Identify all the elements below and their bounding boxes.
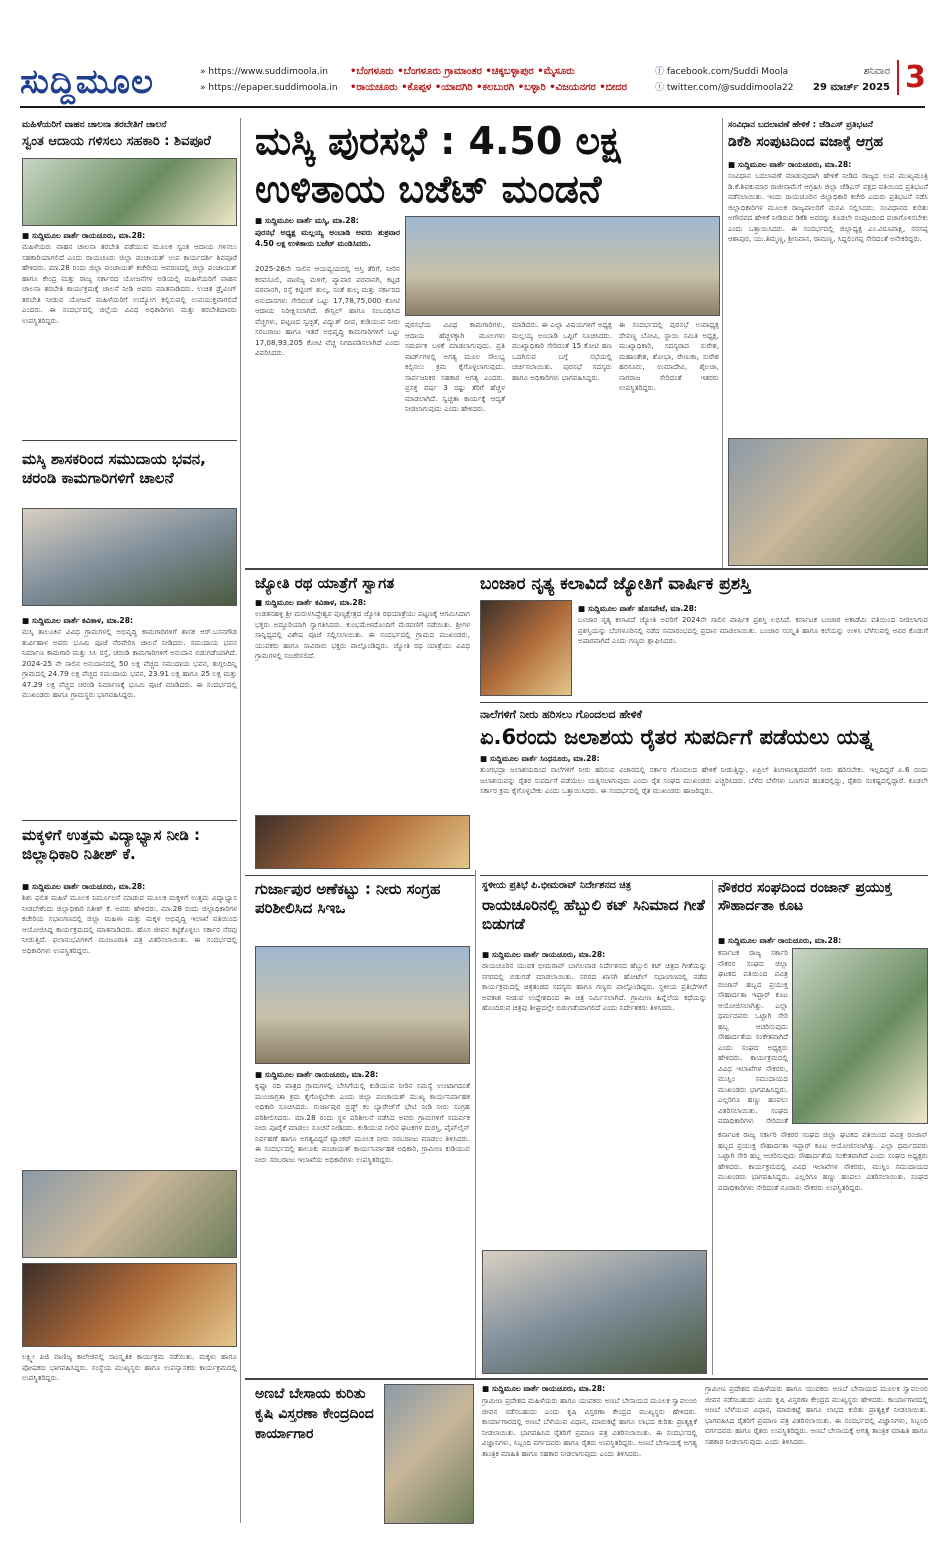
divider <box>245 568 928 570</box>
story1-kicker: ಮಹಿಳೆಯರಿಗೆ ವಾಹನ ಚಾಲನಾ ತರಬೇತಿಗೆ ಚಾಲನೆ <box>22 120 167 130</box>
dateline <box>810 64 890 96</box>
gurjapur-headline: ಗುರ್ಜಾಪುರ ಅಣೆಕಟ್ಟು : ನೀರು ಸಂಗ್ರಹ ಪರಿಶೀಲಿಸಿದ ಸಿಇಒ <box>255 880 441 917</box>
story3-byline: ■ ಸುದ್ದಿಮೂಲ ವಾರ್ತೆ ರಾಯಚೂರು, ಮಾ.28: <box>22 882 146 891</box>
ranjan-body-narrow: ಕರ್ನಾಟಕ ರಾಜ್ಯ ಸರ್ಕಾರಿ ನೌಕರರ ಸಂಘದ ಜಿಲ್ಲಾ ಘಟಕದ ವತಿಯಿಂದ ಪವಿತ್ರ ರಂಜಾನ್ ಹಬ್ಬದ ಪ್ರಯುಕ್ತ ಸೌಹಾರ್ದತಾ ಇಫ್ತಾರ್ ಕೂಟ ಆಯೋಜಿಸಲಾಗಿತ್ತು. ಎಲ್ಲಾ ಧರ್ಮದವರು ಒಟ್ಟಾಗಿ ಸೇರಿ ಹಬ್ಬ ಆಚರಿಸುವುದು ಸೌಹಾರ್ದತೆಯ ಸಂಕೇತವಾಗಿದೆ ಎಂದು ಸಂಘದ ಅಧ್ಯಕ್ಷರು ಹೇಳಿದರು. ಕಾರ್ಯಕ್ರಮದಲ್ಲಿ ವಿವಿಧ ಇಲಾಖೆಗಳ ನೌಕರರು, ಮುಸ್ಲಿಂ ಸಮುದಾಯದ ಮುಖಂಡರು ಭಾಗವಹಿಸಿದ್ದರು. ಎಲ್ಲರಿಗೂ ಹಣ್ಣು ಹಂಪಲು ವಿತರಿಸಲಾಯಿತು. ಸಂಘದ ಪದಾಧಿಕಾರಿಗಳು ಸೇರಿದಂತೆ <box>718 948 788 1124</box>
newspaper-logo: ಸುದ್ದಿಮೂಲ <box>20 62 154 102</box>
twitter-icon: ⓣ <box>655 83 667 93</box>
story2-headline: ಮಸ್ಕಿ ಶಾಸಕರಿಂದ ಸಮುದಾಯ ಭವನ, ಚರಂಡಿ ಕಾಮಗಾರಿಗಳಿಗೆ ಚಾಲನೆ <box>22 450 206 487</box>
film-body: ರಾಯಚೂರಿನ ಯುವಕ ಭೀಮರಾವ್ ಬಾಗಲವಾಡ ನಿರ್ದೇಶನದ ಹೆಬ್ಬುಲಿ ಕಟ್ ಚಿತ್ರದ ಗೀತೆಯನ್ನು ನಗರದಲ್ಲಿ ಬಿಡುಗಡೆ ಮಾಡಲಾಯಿತು. ನಗರದ ಖಾಸಗಿ ಹೋಟೆಲ್ ಸಭಾಂಗಣದಲ್ಲಿ ನಡೆದ ಕಾರ್ಯಕ್ರಮದಲ್ಲಿ ಚಿತ್ರತಂಡದ ಸದಸ್ಯರು ಹಾಗೂ ಗಣ್ಯರು ಪಾಲ್ಗೊಂಡಿದ್ದರು. ಸ್ಥಳೀಯ ಪ್ರತಿಭೆಗಳಿಗೆ ಅವಕಾಶ ನೀಡುವ ಉದ್ದೇಶದಿಂದ ಈ ಚಿತ್ರ ನಿರ್ಮಿಸಲಾಗಿದೆ. ಗ್ರಾಮೀಣ ಹಿನ್ನೆಲೆಯ ಕಥೆಯನ್ನು ಹೊಂದಿರುವ ಚಿತ್ರವು ಶೀಘ್ರದಲ್ಲೇ ಬಿಡುಗಡೆಯಾಗಲಿದೆ ಎಂದು ನಿರ್ದೇಶಕರು ತಿಳಿಸಿದರು. <box>482 961 707 1012</box>
jyothi-body: ಉಡತನಹಳ್ಳಿ ಶ್ರೀ ಮರುಳಸಿದ್ಧೇಶ್ವರ ಪುಣ್ಯಕ್ಷೇತ್ರದ ಜ್ಯೋತಿ ರಥಯಾತ್ರೆಯು ಪಟ್ಟಣಕ್ಕೆ ಆಗಮಿಸಿದಾಗ ಭಕ್ತರು ಅದ್ಧೂರಿಯಾಗಿ ಸ್ವಾಗತಿಸಿದರು. ಕುಂಭಮೇಳದೊಂದಿಗೆ ಮೆರವಣಿಗೆ ನಡೆಯಿತು. ಶ್ರೀಗಳ ಸಾನ್ನಿಧ್ಯದಲ್ಲಿ ವಿಶೇಷ ಪೂಜೆ ಸಲ್ಲಿಸಲಾಯಿತು. ಈ ಸಂದರ್ಭದಲ್ಲಿ ಗ್ರಾಮದ ಮುಖಂಡರು, ಯುವಕರು ಹಾಗೂ ಸಾವಿರಾರು ಭಕ್ತರು ಪಾಲ್ಗೊಂಡಿದ್ದರು. ಜ್ಯೋತಿ ರಥ ಯಾತ್ರೆಯು ವಿವಿಧ ಗ್ರಾಮಗಳಲ್ಲಿ ಸಂಚರಿಸಲಿದೆ. <box>255 609 470 660</box>
right-photo <box>728 438 928 566</box>
lead-body-col2: ಪುರಸಭೆಯ ವಿವಿಧ ಕಾಮಗಾರಿಗಳು, ಆದಾಯ ಹೆಚ್ಚಳಕ್ಕಾಗಿ ಮೂಲಗಳು ಸಮರ್ಪಕ ಬಳಕೆ ಮಾಡಲಾಗುವುದು. ಪ್ರತಿ ವಾರ್ಡ್‌ಗಳಲ್ಲಿ ಅಗತ್ಯ ಮೂಲ ಸೌಲಭ್ಯ ಕಲ್ಪಿಸಲು ಕ್ರಮ ಕೈಗೊಳ್ಳಲಾಗುವುದು. ಸಾರ್ವಜನಿಕರ ಸಹಕಾರ ಅಗತ್ಯ ಎಂದರು. ಪ್ರಸಕ್ತ ವರ್ಷ 3 ರಷ್ಟು ತೆರಿಗೆ ಹೆಚ್ಚಳ ಮಾಡಲಾಗಿದೆ. ಸ್ವಚ್ಛತಾ ಕಾರ್ಯಕ್ಕೆ ಆದ್ಯತೆ ನೀಡಲಾಗುವುದು ಎಂದು ಹೇಳಿದರು. <box>405 320 505 413</box>
gurjapur-body: ಕೃಷ್ಣಾ ನದಿ ಪಾತ್ರದ ಗ್ರಾಮಗಳಲ್ಲಿ ಬೇಸಿಗೆಯಲ್ಲಿ ಕುಡಿಯುವ ನೀರಿನ ಸಮಸ್ಯೆ ಉಂಟಾಗದಂತೆ ಮುಂಜಾಗ್ರತಾ ಕ್ರಮ ಕೈಗೊಳ್ಳಬೇಕು ಎಂದು ಜಿಲ್ಲಾ ಪಂಚಾಯತ್ ಮುಖ್ಯ ಕಾರ್ಯನಿರ್ವಾಹಕ ಅಧಿಕಾರಿ ಸೂಚಿಸಿದರು. ಗುರ್ಜಾಪುರ ಬ್ರಿಡ್ಜ್ ಕಂ ಬ್ಯಾರೇಜ್‌ಗೆ ಭೇಟಿ ನೀಡಿ ನೀರು ಸಂಗ್ರಹ ಪರಿಶೀಲಿಸಿದರು. ಮಾ.28 ರಂದು ಸ್ಥಳ ಪರಿಶೀಲನೆ ನಡೆಸಿದ ಅವರು ಗ್ರಾಮಗಳಿಗೆ ಸಮರ್ಪಕ ನೀರು ಪೂರೈಕೆ ಮಾಡಲು ಸೂಚನೆ ನೀಡಿದರು. ಕುಡಿಯುವ ನೀರಿನ ಘಟಕಗಳ ದುರಸ್ತಿ, ಪೈಪ್‌ಲೈನ್ ನಿರ್ವಹಣೆ ಹಾಗೂ ಅಗತ್ಯವಿದ್ದರೆ ಟ್ಯಾಂಕರ್ ಮೂಲಕ ನೀರು ಸರಬರಾಜು ಮಾಡಲು ತಿಳಿಸಿದರು. ಈ ಸಂದರ್ಭದಲ್ಲಿ ತಾಲೂಕು ಪಂಚಾಯತ್ ಕಾರ್ಯನಿರ್ವಾಹಕ ಅಧಿಕಾರಿ, ಗ್ರಾಮೀಣ ಕುಡಿಯುವ ನೀರು ಸರಬರಾಜು ಇಲಾಖೆಯ ಅಧಿಕಾರಿಗಳು ಉಪಸ್ಥಿತರಿದ್ದರು. <box>255 1081 470 1164</box>
divider <box>245 1378 928 1380</box>
editions-line-2: •ರಾಯಚೂರು •ಕೊಪ್ಪಳ •ಯಾದಗಿರಿ •ಕಲಬುರಗಿ •ಬಳ್ಳಾರಿ •ವಿಜಯನಗರ •ಬೀದರ <box>350 82 627 93</box>
divider <box>22 820 237 821</box>
column-rule <box>240 118 241 1523</box>
story2-photo <box>22 508 237 606</box>
lead-intro: ಪುರಸಭೆ ಅಧ್ಯಕ್ಷ ಮಲ್ಲಯ್ಯ ಅಂಬಾಡಿ ಅವರು ಶುಕ್ರವಾರ 4.50 ಲಕ್ಷ ಉಳಿತಾಯ ಬಜೆಟ್ ಮಂಡಿಸಿದರು. <box>255 228 400 248</box>
ranjan-photo <box>792 948 928 1124</box>
twitter-link[interactable]: twitter.com/@suddimoola22 <box>666 83 794 93</box>
story1-byline: ■ ಸುದ್ದಿಮೂಲ ವಾರ್ತೆ ರಾಯಚೂರು, ಮಾ.28: <box>22 231 146 240</box>
lead-body-col3: ಮಾಡಿದರು. ಈ ಎಲ್ಲಾ ವಿಷಯಗಳಿಗೆ ಅಧ್ಯಕ್ಷ ಮಲ್ಲಯ್ಯ ಅಂಬಾಡಿ ಒಪ್ಪಿಗೆ ಸೂಚಿಸಿದರು. ಮುಖ್ಯಾಧಿಕಾರಿ ಸೇರಿದಂತೆ 15 ಕೋಟಿ ಹಣ ಒದಗಿಸುವ ಬಗ್ಗೆ ಸಭೆಯಲ್ಲಿ ಚರ್ಚಿಸಲಾಯಿತು. ಪುರಸಭೆ ಸದಸ್ಯರು ಹಾಗೂ ಅಧಿಕಾರಿಗಳು ಭಾಗವಹಿಸಿದ್ದರು. <box>512 320 612 382</box>
divider <box>480 702 928 703</box>
right-headline: ಡಿಕೆಶಿ ಸಂಪುಟದಿಂದ ವಜಾಕ್ಕೆ ಆಗ್ರಹ <box>728 134 884 150</box>
banjara-byline: ■ ಸುದ್ದಿಮೂಲ ವಾರ್ತೆ ಹೊಸಪೇಟೆ, ಮಾ.28: <box>578 604 697 613</box>
ranjan-byline: ■ ಸುದ್ದಿಮೂಲ ವಾರ್ತೆ ರಾಯಚೂರು, ಮಾ.28: <box>718 936 842 945</box>
lead-photo <box>405 216 720 316</box>
page-number: 3 <box>897 60 926 95</box>
social-links <box>655 64 793 96</box>
story1-body: ಮಹಿಳೆಯರು ವಾಹನ ಚಾಲನಾ ತರಬೇತಿ ಪಡೆಯುವ ಮೂಲಕ ಸ್ವಂತ ಆದಾಯ ಗಳಿಸಲು ಸಹಕಾರಿಯಾಗಲಿದೆ ಎಂದು ರಾಯಚೂರು ಜಿಲ್ಲಾ ಪಂಚಾಯತ್ ಉಪ ಕಾರ್ಯದರ್ಶಿ ಶಿವಪೂರೆ ಹೇಳಿದರು. ಮಾ.28 ರಂದು ಜಿಲ್ಲಾ ಪಂಚಾಯತ್ ಕಚೇರಿಯ ಆವರಣದಲ್ಲಿ ಜಿಲ್ಲಾ ಪಂಚಾಯತ್ ಹಾಗೂ ಕೇಂದ್ರ ಮತ್ತು ರಾಜ್ಯ ಸರ್ಕಾರದ ಯೋಜನೆಗಳ ಅಡಿಯಲ್ಲಿ ಮಹಿಳೆಯರಿಗೆ ವಾಹನ ಚಾಲನಾ ತರಬೇತಿ ಕಾರ್ಯಕ್ರಮಕ್ಕೆ ಚಾಲನೆ ನೀಡಿ ಅವರು ಮಾತನಾಡಿದರು. ಉಚಿತ ಡ್ರೈವಿಂಗ್ ತರಬೇತಿ ನೀಡುವ ಯೋಜನೆ ಮಹಿಳೆಯರಿಗೆ ಉದ್ಯೋಗ ಕಲ್ಪಿಸುವಲ್ಲಿ ಉಪಯುಕ್ತವಾಗಲಿದೆ ಎಂದರು. ಈ ಸಂದರ್ಭದಲ್ಲಿ ಜಿಲ್ಲೆಯ ವಿವಿಧ ಅಧಿಕಾರಿಗಳು ಮತ್ತು ತರಬೇತಿದಾರರು ಉಪಸ್ಥಿತರಿದ್ದರು. <box>22 242 237 325</box>
film-headline: ರಾಯಚೂರಿನಲ್ಲಿ ಹೆಬ್ಬುಲಿ ಕಟ್ ಸಿನಿಮಾದ ಗೀತೆ ಬಿಡುಗಡೆ <box>482 896 705 933</box>
story2-body: ಮಸ್ಕಿ ತಾಲೂಕಿನ ವಿವಿಧ ಗ್ರಾಮಗಳಲ್ಲಿ ಅಭಿವೃದ್ಧಿ ಕಾಮಗಾರಿಗಳಿಗೆ ಶಾಸಕ ಆರ್.ಬಸನಗೌಡ ತುರ್ವಿಹಾಳ ಅವರು ಭೂಮಿ ಪೂಜೆ ನೆರವೇರಿಸಿ ಚಾಲನೆ ನೀಡಿದರು. ಸಮುದಾಯ ಭವನ ನಿರ್ಮಾಣ ಕಾಮಗಾರಿ ಮತ್ತು ಸಿಸಿ ರಸ್ತೆ, ಚರಂಡಿ ಕಾಮಗಾರಿಗಳಿಗೆ ಅನುದಾನ ಬಿಡುಗಡೆಯಾಗಿದೆ. 2024-25 ನೇ ಸಾಲಿನ ಅನುದಾನದಲ್ಲಿ 50 ಲಕ್ಷ ವೆಚ್ಚದ ಸಮುದಾಯ ಭವನ, ತುಗ್ಗಲದಿನ್ನಿ ಗ್ರಾಮದಲ್ಲಿ 24.79 ಲಕ್ಷ ವೆಚ್ಚದ ಸಮುದಾಯ ಭವನ, 23.91 ಲಕ್ಷ ಹಾಗೂ 25 ಲಕ್ಷ ಮತ್ತು 47.29 ಲಕ್ಷ ವೆಚ್ಚದ ಚರಂಡಿ ನಿರ್ಮಾಣಕ್ಕೆ ಭೂಮಿ ಪೂಜೆ ಮಾಡಿದರು. ಈ ಸಂದರ್ಭದಲ್ಲಿ ಮುಖಂಡರು ಹಾಗೂ ಗ್ರಾಮಸ್ಥರು ಭಾಗವಹಿಸಿದ್ದರು. <box>22 627 237 699</box>
column-rule <box>712 880 713 1375</box>
film-byline: ■ ಸುದ್ದಿಮೂಲ ವಾರ್ತೆ ರಾಯಚೂರು, ಮಾ.28: <box>482 950 606 959</box>
column-rule <box>722 118 723 568</box>
website-links <box>200 64 338 96</box>
right-body: ಸಂವಿಧಾನ ಬದಲಾವಣೆ ಮಾಡುವುದಾಗಿ ಹೇಳಿಕೆ ನೀಡಿದ ರಾಜ್ಯದ ಉಪ ಮುಖ್ಯಮಂತ್ರಿ ಡಿ.ಕೆ.ಶಿವಕುಮಾರ ರಾಜೀನಾಮೆಗೆ ಆಗ್ರಹಿಸಿ ಜಿಲ್ಲಾ ಜೆಡಿಎಸ್ ಪಕ್ಷದ ವತಿಯಿಂದ ಪ್ರತಿಭಟನೆ ನಡೆಸಲಾಯಿತು. ಇಂದು ರಾಯಚೂರಿನ ಜಿಲ್ಲಾಧಿಕಾರಿ ಕಚೇರಿ ಎದುರು ಪ್ರತಿಭಟನೆ ನಡೆಸಿ ಜಿಲ್ಲಾಧಿಕಾರಿಗಳ ಮೂಲಕ ರಾಜ್ಯಪಾಲರಿಗೆ ಮನವಿ ಸಲ್ಲಿಸಿದರು. ಸಂವಿಧಾನದ ಕುರಿತು ಅಗೌರವದ ಹೇಳಿಕೆ ನೀಡಿರುವ ಡಿಕೆಶಿ ಅವರನ್ನು ಕೂಡಲೇ ಸಂಪುಟದಿಂದ ವಜಾಗೊಳಿಸಬೇಕು ಎಂದು ಒತ್ತಾಯಿಸಿದರು. ಈ ಸಂದರ್ಭದಲ್ಲಿ ಜಿಲ್ಲಾಧ್ಯಕ್ಷ ಎಂ.ವಿರೂಪಾಕ್ಷಿ, ನರಸಪ್ಪ ಆಶಾಪುರ, ಯು.ತಿಮ್ಮಣ್ಣ, ಶ್ರೀನಿವಾಸ, ರಾಮಣ್ಣ, ಸಿದ್ದಲಿಂಗಪ್ಪ ಸೇರಿದಂತೆ ಅನೇಕರಿದ್ದರು. <box>728 171 928 243</box>
bottom-headline: ಅಣಬೆ ಬೇಸಾಯ ಕುರಿತು ಕೃಷಿ ವಿಸ್ತರಣಾ ಕೇಂದ್ರದಿಂದ ಕಾರ್ಯಾಗಾರ <box>255 1386 374 1442</box>
film-photo <box>482 1250 707 1374</box>
bottom-body-col2: ಗ್ರಾಮೀಣ ಪ್ರದೇಶದ ಮಹಿಳೆಯರು ಹಾಗೂ ಯುವಕರು ಅಣಬೆ ಬೇಸಾಯದ ಮೂಲಕ ಸ್ವಾವಲಂಬಿ ಜೀವನ ನಡೆಸಬಹುದು ಎಂದು ಕೃಷಿ ವಿಸ್ತರಣಾ ಕೇಂದ್ರದ ಮುಖ್ಯಸ್ಥರು ಹೇಳಿದರು. ಕಾರ್ಯಾಗಾರದಲ್ಲಿ ಅಣಬೆ ಬೆಳೆಯುವ ವಿಧಾನ, ಮಾರುಕಟ್ಟೆ ಹಾಗೂ ಲಾಭದ ಕುರಿತು ಪ್ರಾತ್ಯಕ್ಷಿಕೆ ನೀಡಲಾಯಿತು. ಭಾಗವಹಿಸಿದ ರೈತರಿಗೆ ಪ್ರಮಾಣ ಪತ್ರ ವಿತರಿಸಲಾಯಿತು. ಈ ಸಂದರ್ಭದಲ್ಲಿ ವಿಜ್ಞಾನಿಗಳು, ಸಿಬ್ಬಂದಿ ವರ್ಗದವರು ಹಾಗೂ ರೈತರು ಉಪಸ್ಥಿತರಿದ್ದರು. ಅಣಬೆ ಬೇಸಾಯಕ್ಕೆ ಅಗತ್ಯ ತಾಂತ್ರಿಕ ಮಾಹಿತಿ ಹಾಗೂ ಸಹಕಾರ ನೀಡಲಾಗುವುದು ಎಂದು ತಿಳಿಸಿದರು. <box>705 1384 928 1446</box>
jyothi-byline: ■ ಸುದ್ದಿಮೂಲ ವಾರ್ತೆ ಕವಿತಾಳ, ಮಾ.28: <box>255 598 367 607</box>
story4-body: ಲಕ್ಷ್ಮೀ ಪಿಜಿ ವಾಣಿಜ್ಯ ಕಾಲೇಜಿನಲ್ಲಿ ಸಾಂಸ್ಕೃತಿಕ ಕಾರ್ಯಕ್ರಮ ನಡೆಯಿತು. ಮಕ್ಕಳು ಹಾಗೂ ಪೋಷಕರು ಭಾಗವಹಿಸಿದ್ದರು. ಸಂಸ್ಥೆಯ ಮುಖ್ಯಸ್ಥರು ಹಾಗೂ ಉಪನ್ಯಾಸಕರು ಕಾರ್ಯಕ್ರಮದಲ್ಲಿ ಉಪಸ್ಥಿತರಿದ್ದರು. <box>22 1352 237 1382</box>
lead-byline: ■ ಸುದ್ದಿಮೂಲ ವಾರ್ತೆ ಮಸ್ಕಿ, ಮಾ.28: <box>255 216 359 225</box>
ranjan-body: ಕರ್ನಾಟಕ ರಾಜ್ಯ ಸರ್ಕಾರಿ ನೌಕರರ ಸಂಘದ ಜಿಲ್ಲಾ ಘಟಕದ ವತಿಯಿಂದ ಪವಿತ್ರ ರಂಜಾನ್ ಹಬ್ಬದ ಪ್ರಯುಕ್ತ ಸೌಹಾರ್ದತಾ ಇಫ್ತಾರ್ ಕೂಟ ಆಯೋಜಿಸಲಾಗಿತ್ತು. ಎಲ್ಲಾ ಧರ್ಮದವರು ಒಟ್ಟಾಗಿ ಸೇರಿ ಹಬ್ಬ ಆಚರಿಸುವುದು ಸೌಹಾರ್ದತೆಯ ಸಂಕೇತವಾಗಿದೆ ಎಂದು ಸಂಘದ ಅಧ್ಯಕ್ಷರು ಹೇಳಿದರು. ಕಾರ್ಯಕ್ರಮದಲ್ಲಿ ವಿವಿಧ ಇಲಾಖೆಗಳ ನೌಕರರು, ಮುಸ್ಲಿಂ ಸಮುದಾಯದ ಮುಖಂಡರು ಭಾಗವಹಿಸಿದ್ದರು. ಎಲ್ಲರಿಗೂ ಹಣ್ಣು ಹಂಪಲು ವಿತರಿಸಲಾಯಿತು. ಸಂಘದ ಪದಾಧಿಕಾರಿಗಳು ಸೇರಿದಂತೆ ನೂರಾರು ನೌಕರರು ಉಪಸ್ಥಿತರಿದ್ದರು. <box>718 1130 928 1192</box>
water-headline: ಏ.6ರಂದು ಜಲಾಶಯ ರೈತರ ಸುಪರ್ದಿಗೆ ಪಡೆಯಲು ಯತ್ನ <box>480 725 874 749</box>
bottom-byline: ■ ಸುದ್ದಿಮೂಲ ವಾರ್ತೆ ರಾಯಚೂರು, ಮಾ.28: <box>482 1384 606 1393</box>
epaper-url[interactable]: » https://epaper.suddimoola.in <box>200 83 338 93</box>
story3-photo-2 <box>22 1263 237 1347</box>
editions-list <box>350 64 627 96</box>
right-kicker: ಸಂವಿಧಾನ ಬದಲಾವಣೆ ಹೇಳಿಕೆ : ಜೆಡಿಎಸ್ ಪ್ರತಿಭಟನೆ <box>728 120 873 130</box>
issue-date: 29 ಮಾರ್ಚ್ 2025 <box>812 82 890 93</box>
lead-body-col1: 2025-26ನೇ ಸಾಲಿನ ಆಯವ್ಯಯದಲ್ಲಿ ಆಸ್ತಿ ತೆರಿಗೆ, ನೀರಿನ ಕರವಸೂಲಿ, ವಾಣಿಜ್ಯ ಮಳಿಗೆ, ವ್ಯಾಪಾರ ಪರವಾನಗಿ, ಕಟ್ಟಡ ಪರವಾನಗಿ, ರಸ್ತೆ ಕಟ್ಟಿಂಗ್ ಶುಲ್ಕ, ಸಂತೆ ಶುಲ್ಕ ಮತ್ತು ಸರ್ಕಾರದ ಅನುದಾನಗಳು ಸೇರಿದಂತೆ ಒಟ್ಟು 17,78,75,000 ಕೋಟಿ ಆದಾಯ ನಿರೀಕ್ಷಿಸಲಾಗಿದೆ. ಕೌನ್ಸಿಲ್ ಹಾಗೂ ಸಂಬಂಧಿಸಿದ ವೆಚ್ಚಗಳು, ಪಟ್ಟಣದ ಸ್ವಚ್ಛತೆ, ವಿದ್ಯುತ್ ದೀಪ, ಕುಡಿಯುವ ನೀರು ಸರಬರಾಜು ಹಾಗೂ ಇತರೆ ಅಭಿವೃದ್ಧಿ ಕಾಮಗಾರಿಗಳಿಗೆ ಒಟ್ಟು 17,08,93,205 ಕೋಟಿ ವೆಚ್ಚ ನಿಗದಿಪಡಿಸಲಾಗಿದೆ ಎಂದು ವಿವರಿಸಿದರು. <box>255 264 400 357</box>
facebook-icon: ⓕ <box>655 67 667 77</box>
story2-byline: ■ ಸುದ್ದಿಮೂಲ ವಾರ್ತೆ ಕವಿತಾಳ, ಮಾ.28: <box>22 616 134 625</box>
divider <box>22 440 237 441</box>
story1-headline: ಸ್ವಂತ ಆದಾಯ ಗಳಿಸಲು ಸಹಕಾರಿ : ಶಿವಪೂರೆ <box>22 134 211 149</box>
jyothi-headline: ಜ್ಯೋತಿ ರಥ ಯಾತ್ರೆಗೆ ಸ್ವಾಗತ <box>255 574 395 592</box>
story3-headline: ಮಕ್ಕಳಿಗೆ ಉತ್ತಮ ವಿದ್ಯಾಭ್ಯಾಸ ನೀಡಿ : ಜಿಲ್ಲಾಧಿಕಾರಿ ನಿತೀಶ್ ಕೆ. <box>22 826 201 863</box>
story3-photo-1 <box>22 1170 237 1258</box>
water-body: ತುಂಗಭದ್ರಾ ಜಲಾಶಯದಿಂದ ನಾಲೆಗಳಿಗೆ ನೀರು ಹರಿಸುವ ವಿಚಾರದಲ್ಲಿ ಸರ್ಕಾರ ಗೊಂದಲದ ಹೇಳಿಕೆ ನೀಡುತ್ತಿದ್ದು, ಏಪ್ರಿಲ್ ತಿಂಗಳಾಂತ್ಯದವರೆಗೆ ನೀರು ಹರಿಸಬೇಕು. ಇಲ್ಲದಿದ್ದರೆ ಏ.6 ರಂದು ಜಲಾಶಯವನ್ನು ರೈತರ ಸುಪರ್ದಿಗೆ ಪಡೆಯಲು ಯತ್ನಿಸಲಾಗುವುದು ಎಂದು ರೈತ ಸಂಘದ ಮುಖಂಡರು ಎಚ್ಚರಿಸಿದರು. ಬೆಳೆದ ಬೆಳೆಗಳು ಒಣಗುವ ಹಂತದಲ್ಲಿದ್ದು, ರೈತರು ಸಂಕಷ್ಟದಲ್ಲಿದ್ದಾರೆ. ಕೂಡಲೇ ಸರ್ಕಾರ ಕ್ರಮ ಕೈಗೊಳ್ಳಬೇಕು ಎಂದು ಒತ್ತಾಯಿಸಿದರು. ಈ ಸಂದರ್ಭದಲ್ಲಿ ರೈತ ಮುಖಂಡರು ಹಾಜರಿದ್ದರು. <box>480 765 928 795</box>
lead-body-col4: ಈ ಸಂದರ್ಭದಲ್ಲಿ ಪುರಸಭೆ ಉಪಾಧ್ಯಕ್ಷ ದೇವಣ್ಣ ಬೋವಿ, ಸ್ಥಾಯಿ ಸಮಿತಿ ಅಧ್ಯಕ್ಷ, ಮುಖ್ಯಾಧಿಕಾರಿ, ಸದಸ್ಯರಾದ ಸುರೇಶ, ಮಹಾಂತೇಶ, ಶೋಭಾ, ರೇಣುಕಾ, ಸುರೇಶ ಹರಸೂರು, ಉಮಾದೇವಿ, ಶೈಲಜಾ, ನಾಗರಾಜ ಸೇರಿದಂತೆ ಇತರರು ಉಪಸ್ಥಿತರಿದ್ದರು. <box>619 320 719 392</box>
jyothi-photo <box>255 815 470 869</box>
gurjapur-byline: ■ ಸುದ್ದಿಮೂಲ ವಾರ್ತೆ ರಾಯಚೂರು, ಮಾ.28: <box>255 1070 379 1079</box>
banjara-headline: ಬಂಜಾರ ನೃತ್ಯ ಕಲಾವಿದೆ ಜ್ಯೋತಿಗೆ ವಾರ್ಷಿಕ ಪ್ರಶಸ್ತಿ <box>480 574 751 594</box>
right-byline: ■ ಸುದ್ದಿಮೂಲ ವಾರ್ತೆ ರಾಯಚೂರು, ಮಾ.28: <box>728 160 852 169</box>
gurjapur-photo <box>255 946 470 1064</box>
bottom-body-col1: ಗ್ರಾಮೀಣ ಪ್ರದೇಶದ ಮಹಿಳೆಯರು ಹಾಗೂ ಯುವಕರು ಅಣಬೆ ಬೇಸಾಯದ ಮೂಲಕ ಸ್ವಾವಲಂಬಿ ಜೀವನ ನಡೆಸಬಹುದು ಎಂದು ಕೃಷಿ ವಿಸ್ತರಣಾ ಕೇಂದ್ರದ ಮುಖ್ಯಸ್ಥರು ಹೇಳಿದರು. ಕಾರ್ಯಾಗಾರದಲ್ಲಿ ಅಣಬೆ ಬೆಳೆಯುವ ವಿಧಾನ, ಮಾರುಕಟ್ಟೆ ಹಾಗೂ ಲಾಭದ ಕುರಿತು ಪ್ರಾತ್ಯಕ್ಷಿಕೆ ನೀಡಲಾಯಿತು. ಭಾಗವಹಿಸಿದ ರೈತರಿಗೆ ಪ್ರಮಾಣ ಪತ್ರ ವಿತರಿಸಲಾಯಿತು. ಈ ಸಂದರ್ಭದಲ್ಲಿ ವಿಜ್ಞಾನಿಗಳು, ಸಿಬ್ಬಂದಿ ವರ್ಗದವರು ಹಾಗೂ ರೈತರು ಉಪಸ್ಥಿತರಿದ್ದರು. ಅಣಬೆ ಬೇಸಾಯಕ್ಕೆ ಅಗತ್ಯ ತಾಂತ್ರಿಕ ಮಾಹಿತಿ ಹಾಗೂ ಸಹಕಾರ ನೀಡಲಾಗುವುದು ಎಂದು ತಿಳಿಸಿದರು. <box>482 1396 697 1458</box>
weekday: ಶನಿವಾರ <box>863 66 890 77</box>
water-byline: ■ ಸುದ್ದಿಮೂಲ ವಾರ್ತೆ ಸಿಂಧನೂರು, ಮಾ.28: <box>480 754 600 763</box>
website-url[interactable]: » https://www.suddimoola.in <box>200 67 328 77</box>
story1-photo <box>22 158 237 226</box>
divider <box>245 875 475 876</box>
masthead <box>20 60 925 108</box>
water-kicker: ನಾಲೆಗಳಿಗೆ ನೀರು ಹರಿಸಲು ಗೊಂದಲದ ಹೇಳಿಕೆ <box>480 708 642 721</box>
facebook-link[interactable]: facebook.com/Suddi Moola <box>666 67 789 77</box>
lead-headline-line1: ಮಸ್ಕಿ ಪುರಸಭೆ : 4.50 ಲಕ್ಷ <box>255 119 621 163</box>
ranjan-headline: ನೌಕರರ ಸಂಘದಿಂದ ರಂಜಾನ್ ಪ್ರಯುಕ್ತ ಸೌಹಾರ್ದತಾ ಕೂಟ <box>718 880 892 914</box>
column-rule <box>475 870 476 1378</box>
banjara-body: ಬಂಜಾರ ನೃತ್ಯ ಕಲಾವಿದೆ ಜ್ಯೋತಿ ಅವರಿಗೆ 2024ನೇ ಸಾಲಿನ ವಾರ್ಷಿಕ ಪ್ರಶಸ್ತಿ ಲಭಿಸಿದೆ. ಕರ್ನಾಟಕ ಬಂಜಾರ ಅಕಾಡೆಮಿ ವತಿಯಿಂದ ನೀಡಲಾಗುವ ಪ್ರಶಸ್ತಿಯನ್ನು ಬೆಂಗಳೂರಿನಲ್ಲಿ ನಡೆದ ಸಮಾರಂಭದಲ್ಲಿ ಪ್ರದಾನ ಮಾಡಲಾಯಿತು. ಬಂಜಾರ ಸಂಸ್ಕೃತಿ ಹಾಗೂ ಕಲೆಯನ್ನು ಉಳಿಸಿ ಬೆಳೆಸುವಲ್ಲಿ ಅವರ ಕೊಡುಗೆ ಅಪಾರವಾಗಿದೆ ಎಂದು ಗಣ್ಯರು ಶ್ಲಾಘಿಸಿದರು. <box>578 615 928 645</box>
divider <box>480 875 928 876</box>
story3-body: ಶಿಶು ಫಲಿತ ಮಹಿಳೆ ಮೂಲಕ ನಿರ್ಮೂಲನೆ ಮಾಡುವ ಮೂಲಕ ಮಕ್ಕಳಿಗೆ ಉತ್ತಮ ವಿದ್ಯಾಭ್ಯಾಸ ನೀಡಬೇಕೆಂದು ಜಿಲ್ಲಾಧಿಕಾರಿ ನಿತೀಶ್ ಕೆ. ಅವರು ಹೇಳಿದರು. ಮಾ.28 ರಂದು ಜಿಲ್ಲಾಧಿಕಾರಿಗಳ ಕಚೇರಿಯ ಸಭಾಂಗಣದಲ್ಲಿ ಜಿಲ್ಲಾ ಮಹಿಳಾ ಮತ್ತು ಮಕ್ಕಳ ಅಭಿವೃದ್ಧಿ ಇಲಾಖೆ ವತಿಯಿಂದ ಆಯೋಜಿಸಿದ್ದ ಕಾರ್ಯಕ್ರಮದಲ್ಲಿ ಮಾತನಾಡಿದರು. ಹೊಸ ಜೀವನ ಕಟ್ಟಿಕೊಳ್ಳಲು ಸರ್ಕಾರ ನೆರವು ನೀಡುತ್ತಿದೆ. ಫಲಾನುಭವಿಗಳಿಗೆ ಮಂಜೂರಾತಿ ಪತ್ರ ವಿತರಿಸಲಾಯಿತು. ಈ ಸಂದರ್ಭದಲ್ಲಿ ಅಧಿಕಾರಿಗಳು ಉಪಸ್ಥಿತರಿದ್ದರು. <box>22 893 237 955</box>
bottom-photo <box>384 1384 474 1524</box>
banjara-photo <box>480 600 572 696</box>
editions-line-1: •ಬೆಂಗಳೂರು •ಬೆಂಗಳೂರು ಗ್ರಾಮಾಂತರ •ಚಿಕ್ಕಬಳ್ಳಾಪುರ •ಮೈಸೂರು <box>350 66 575 77</box>
lead-headline-line2: ಉಳಿತಾಯ ಬಜೆಟ್ ಮಂಡನೆ <box>255 167 602 211</box>
film-kicker: ಸ್ಥಳೀಯ ಪ್ರತಿಭೆ ಪಿ.ಭೀಮರಾವ್ ನಿರ್ದೇಶನದ ಚಿತ್ರ <box>482 880 632 891</box>
